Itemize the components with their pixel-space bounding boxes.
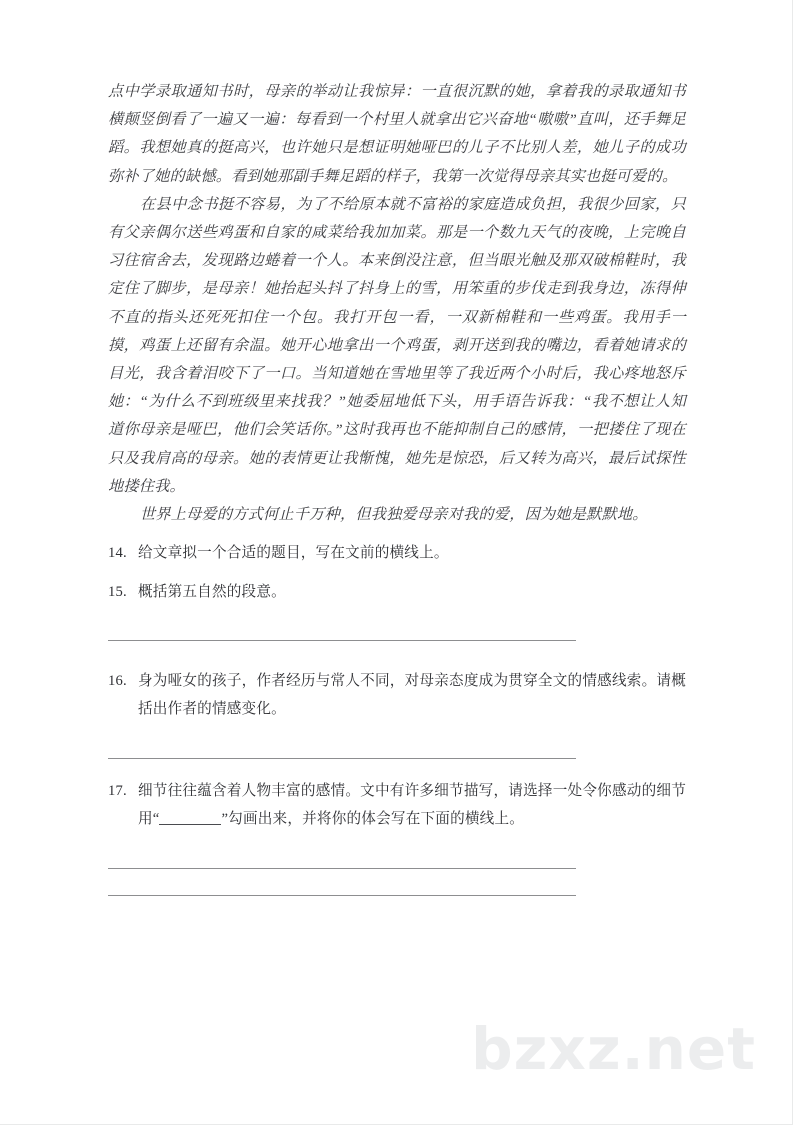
spacer (108, 759, 686, 777)
spacer (108, 568, 686, 578)
question-14-text: 给文章拟一个合适的题目，写在文前的横线上。 (138, 545, 449, 562)
passage-body (108, 78, 686, 529)
question-15 (108, 578, 686, 606)
answer-line-q17-2[interactable] (108, 895, 576, 896)
question-17-text-before: 细节往往蕴含着人物丰富的感情。文中有许多细节描写，请选择一处令你感动的细节用“ (138, 782, 686, 828)
spacer (108, 641, 686, 667)
spacer (108, 724, 686, 758)
question-16-number: 16. (108, 673, 127, 690)
spacer (108, 529, 686, 539)
spacer (108, 606, 686, 640)
question-17-number: 17. (108, 782, 127, 799)
question-17-text-after: ”勾画出来，并将你的体会写在下面的横线上。 (221, 811, 525, 828)
question-14 (108, 539, 686, 567)
question-17-inline-blank[interactable] (159, 824, 221, 825)
question-17-text (138, 777, 686, 834)
passage-paragraph-2: 在县中念书挺不容易，为了不给原本就不富裕的家庭造成负担，我很少回家，只有父亲偶尔送些鸡蛋和自家的咸菜给我加加菜。那是一个数九天气的夜晚，上完晚自习往宿舍去，发现路边蜷着一个人。本来倒没注意，但当眼光触及那双破棉鞋时，我定住了脚步，是母亲！她抬起头抖了抖身上的雪，用笨重的步伐走到我身边，冻得伸不直的指头还死死扣住一个包。我打开包一看，一双新棉鞋和一些鸡蛋。我用手一摸，鸡蛋上还留有余温。她开心地拿出一个鸡蛋，剥开送到我的嘴边，看着她请求的目光，我含着泪咬下了一口。当知道她在雪地里等了我近两个小时后，我心疼地怒斥她：“为什么不到班级里来找我？”她委屈地低下头，用手语告诉我：“我不想让人知道你母亲是哑巴，他们会笑话你。”这时我再也不能抑制自己的感情，一把搂住了现在只及我肩高的母亲。她的表情更让我惭愧，她先是惊恐，后又转为高兴，最后试探性地搂住我。 (108, 195, 686, 495)
passage-paragraph-1: 点中学录取通知书时，母亲的举动让我惊异：一直很沉默的她，拿着我的录取通知书横颠竖倒看了一遍又一遍：每看到一个村里人就拿出它兴奋地“嗷嗷”直叫，还手舞足蹈。我想她真的挺高兴，也许她只是想证明她哑巴的儿子不比别人差，她儿子的成功弥补了她的缺憾。看到她那副手舞足蹈的样子，我第一次觉得母亲其实也挺可爱的。 (108, 83, 686, 185)
question-16-text: 身为哑女的孩子，作者经历与常人不同，对母亲态度成为贯穿全文的情感线索。请概括出作者的情感变化。 (138, 673, 686, 718)
passage-paragraph-3: 世界上母爱的方式何止千万种，但我独爱母亲对我的爱，因为她是默默地。 (139, 506, 648, 524)
document-content (108, 78, 686, 896)
question-17 (108, 777, 686, 834)
question-15-number: 15. (108, 583, 127, 600)
spacer (108, 834, 686, 868)
question-16 (108, 667, 686, 724)
question-14-number: 14. (108, 545, 127, 562)
spacer (108, 869, 686, 895)
question-15-text: 概括第五自然的段意。 (138, 583, 286, 600)
site-watermark: bzxz.net (471, 1015, 756, 1083)
